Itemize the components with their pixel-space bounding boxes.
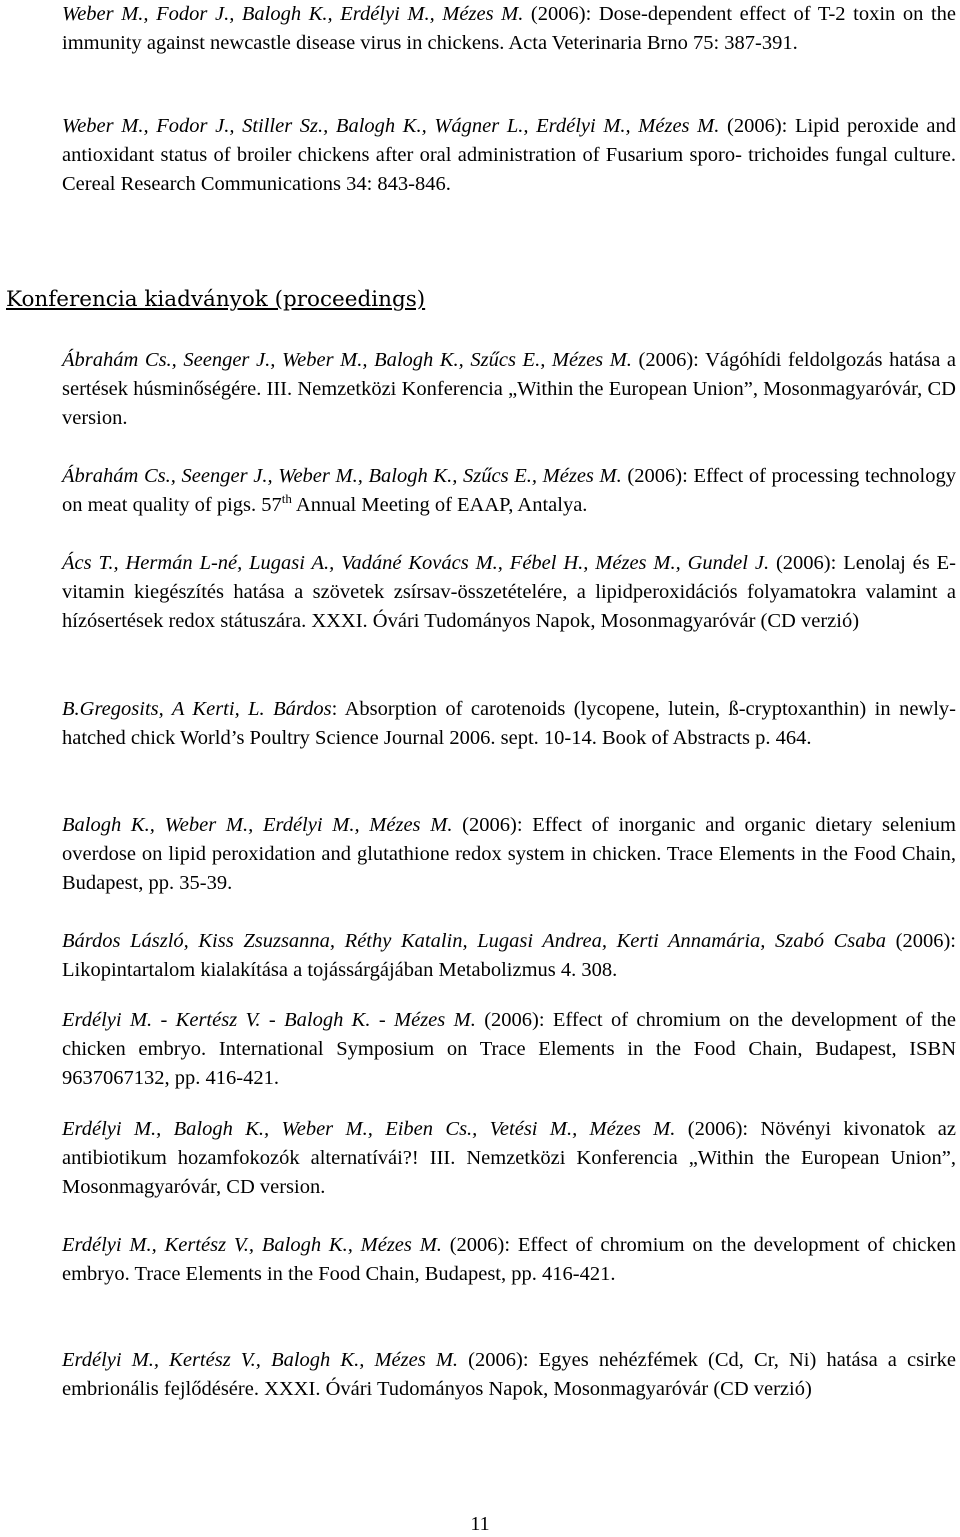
reference-entry: [62, 1006, 956, 1093]
reference-text-cont: Annual Meeting of EAAP, Antalya.: [291, 494, 588, 516]
reference-text: (2006): Lenolaj és E-vitamin kiegészítés hatása a szövetek zsírsav-összetételére, a lipidperoxidációs folyamatokra valamint a hízósertések redox státuszára. XXXI. Óvári Tudományos Napok, Mosonmagyaróvár (CD verzió): [62, 552, 956, 632]
reference-entry: [62, 1115, 956, 1202]
reference-authors: B.Gregosits, A Kerti, L. Bárdos: [62, 698, 332, 720]
reference-text: (2006): Likopintartalom kialakítása a tojássárgájában Metabolizmus 4. 308.: [62, 930, 957, 981]
reference-authors: Balogh K., Weber M., Erdélyi M., Mézes M.: [62, 814, 453, 836]
reference-entry: [62, 112, 956, 199]
reference-text: (2006): Egyes nehézfémek (Cd, Cr, Ni) hatása a csirke embrionális fejlődésére. XXXI. Óvári Tudományos Napok, Mosonmagyaróvár (CD verzió): [62, 1349, 956, 1400]
reference-authors: Erdélyi M., Kertész V., Balogh K., Mézes M.: [62, 1234, 442, 1256]
reference-text: (2006): Lipid peroxide and antioxidant status of broiler chickens after oral administration of Fusarium sporo- trichoides fungal culture. Cereal Research Communications 34: 843-846.: [62, 115, 956, 195]
reference-authors: Ábrahám Cs., Seenger J., Weber M., Balogh K., Szűcs E., Mézes M.: [62, 465, 622, 487]
reference-entry: [62, 927, 956, 985]
reference-entry: [62, 1231, 956, 1289]
reference-text: (2006): Dose-dependent effect of T-2 toxin on the immunity against newcastle disease virus in chickens. Acta Veterinaria Brno 75: 387-391.: [62, 3, 956, 54]
reference-authors: Weber M., Fodor J., Balogh K., Erdélyi M., Mézes M.: [62, 3, 524, 25]
reference-entry: [62, 549, 956, 636]
reference-entry: [62, 0, 956, 58]
reference-entry: [62, 1346, 956, 1404]
reference-entry: [62, 462, 956, 520]
section-heading: Konferencia kiadványok (proceedings): [6, 287, 426, 312]
reference-authors: Ábrahám Cs., Seenger J., Weber M., Balogh K., Szűcs E., Mézes M.: [62, 349, 632, 371]
reference-entry: [62, 695, 956, 753]
reference-entry: [62, 811, 956, 898]
reference-authors: Erdélyi M. - Kertész V. - Balogh K. - Mézes M.: [62, 1009, 476, 1031]
superscript: th: [281, 491, 292, 506]
reference-authors: Weber M., Fodor J., Stiller Sz., Balogh K., Wágner L., Erdélyi M., Mézes M.: [62, 115, 720, 137]
reference-authors: Bárdos László, Kiss Zsuzsanna, Réthy Katalin, Lugasi Andrea, Kerti Annamária, Szabó Csaba: [62, 930, 887, 952]
reference-text: (2006): Effect of inorganic and organic dietary selenium overdose on lipid peroxidation and glutathione redox system in chicken. Trace Elements in the Food Chain, Budapest, pp. 35-39.: [62, 814, 956, 894]
reference-text: (2006): Effect of chromium on the development of chicken embryo. Trace Elements in the Food Chain, Budapest, pp. 416-421.: [62, 1234, 956, 1285]
reference-entry: [62, 346, 956, 433]
reference-text: (2006): Effect of processing technology on meat quality of pigs. 57: [62, 465, 956, 516]
reference-authors: Erdélyi M., Balogh K., Weber M., Eiben Cs., Vetési M., Mézes M.: [62, 1118, 676, 1140]
reference-text: (2006): Növényi kivonatok az antibiotikum hozamfokozók alternatívái?! III. Nemzetközi Konferencia „Within the European Union”, Mosonmagyaróvár, CD version.: [62, 1118, 956, 1198]
reference-authors: Ács T., Hermán L-né, Lugasi A., Vadáné Kovács M., Fébel H., Mézes M., Gundel J.: [62, 552, 770, 574]
reference-text: : Absorption of carotenoids (lycopene, lutein, ß-cryptoxanthin) in newly-hatched chick World’s Poultry Science Journal 2006. sept. 10-14. Book of Abstracts p. 464.: [62, 698, 956, 749]
reference-authors: Erdélyi M., Kertész V., Balogh K., Mézes M.: [62, 1349, 459, 1371]
page-number: 11: [470, 1513, 490, 1535]
reference-text: (2006): Vágóhídi feldolgozás hatása a sertések húsminőségére. III. Nemzetközi Konferencia „Within the European Union”, Mosonmagyaróvár, CD version.: [62, 349, 956, 429]
reference-text: (2006): Effect of chromium on the development of the chicken embryo. International Symposium on Trace Elements in the Food Chain, Budapest, ISBN 9637067132, pp. 416-421.: [62, 1009, 957, 1089]
